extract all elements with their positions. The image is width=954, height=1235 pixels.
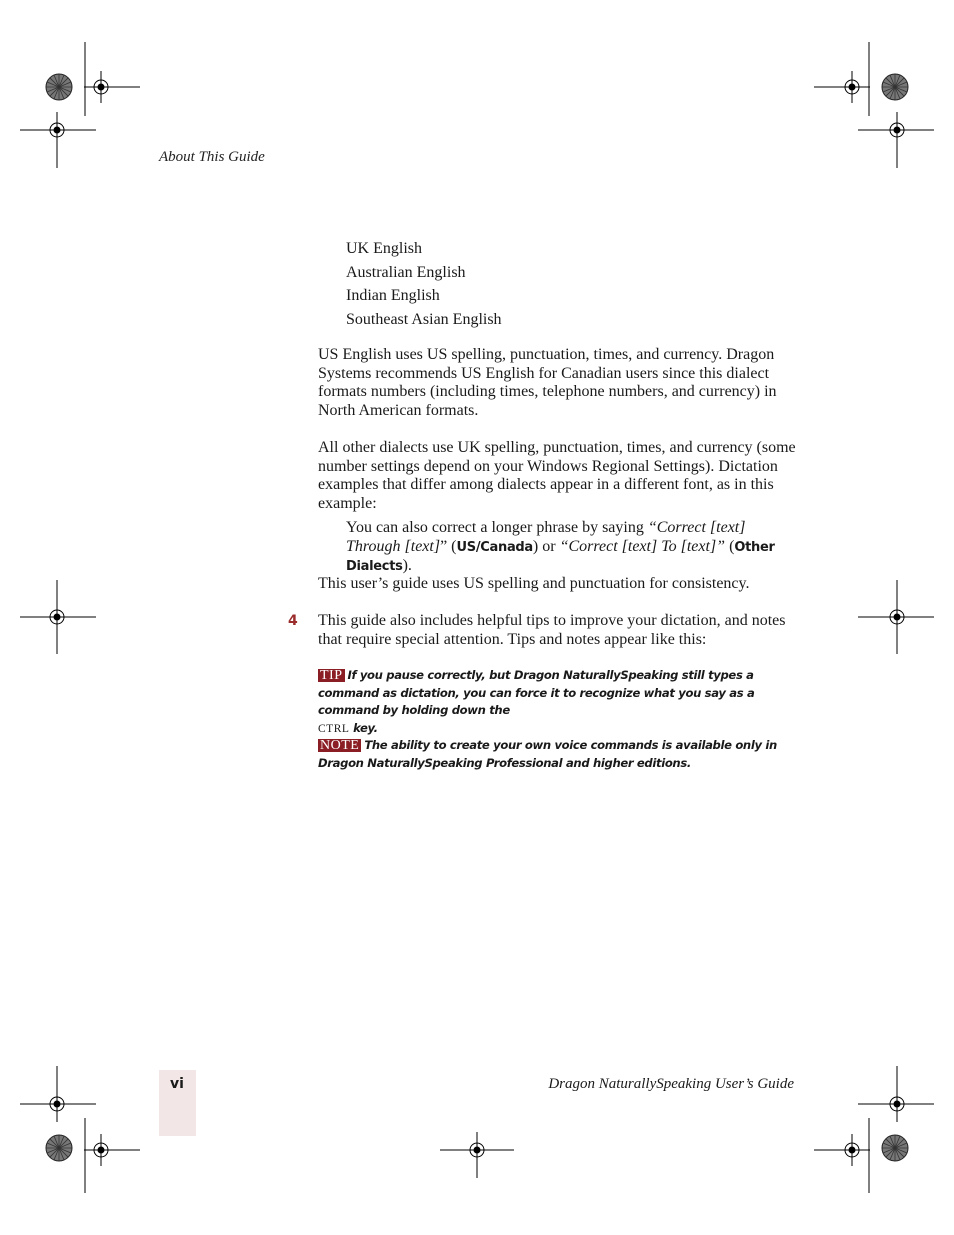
list-item: Indian English bbox=[346, 287, 440, 304]
tip-text: If you pause correctly, but Dragon NaturallySpeaking still types a command as dictation, you can force it to recognize what you say as a command by holding down the bbox=[318, 668, 755, 717]
example-punct: ). bbox=[402, 557, 412, 575]
tip-label: TIP bbox=[320, 668, 343, 683]
tips-intro-paragraph: This guide also includes helpful tips to improve your dictation, and notes that require special attention. Tips and notes appear like this: bbox=[318, 612, 786, 648]
example-command-to: “Correct [text] To [text]” bbox=[559, 537, 726, 555]
bullet-icon: 4 bbox=[288, 613, 298, 629]
example-lead: You can also correct a longer phrase by saying bbox=[346, 519, 648, 536]
list-item: Southeast Asian English bbox=[346, 310, 502, 328]
dialect-list bbox=[346, 237, 502, 331]
footer-book-title: Dragon NaturallySpeaking User’s Guide bbox=[548, 1076, 794, 1092]
note-callout bbox=[318, 737, 798, 772]
example-dialect-other: Other Dialects bbox=[346, 539, 775, 575]
dialect-example bbox=[346, 519, 798, 577]
example-command-through: “Correct [text] Through [text] bbox=[346, 519, 746, 555]
note-text: The ability to create your own voice commands is available only in Dragon NaturallySpeaking Professional and higher editions. bbox=[318, 738, 777, 770]
list-item: UK English bbox=[346, 240, 422, 257]
example-dialect-us: US/Canada bbox=[456, 539, 533, 555]
page-number: vi bbox=[170, 1076, 184, 1092]
list-item: Australian English bbox=[346, 263, 466, 281]
example-punct: ) or bbox=[532, 537, 560, 555]
tip-after: key. bbox=[353, 720, 378, 735]
consistency-paragraph: This user’s guide uses US spelling and punctuation for consistency. bbox=[318, 575, 750, 592]
example-punct: ” ( bbox=[440, 537, 457, 555]
running-head: About This Guide bbox=[159, 149, 265, 165]
other-dialects-paragraph: All other dialects use UK spelling, punctuation, times, and currency (some number settings depend on your Windows Regional Settings). Dictation examples that differ among dialects appear in a different font, as in this example: bbox=[318, 439, 796, 513]
note-label: NOTE bbox=[320, 738, 360, 753]
us-english-paragraph: US English uses US spelling, punctuation, times, and currency. Dragon Systems recommends US English for Canadian users since this dialect formats numbers (including times, telephone numbers, and currency) in North American formats. bbox=[318, 346, 777, 420]
tip-callout bbox=[318, 667, 798, 738]
tip-key: CTRL bbox=[318, 722, 350, 735]
example-punct: ( bbox=[725, 537, 735, 555]
